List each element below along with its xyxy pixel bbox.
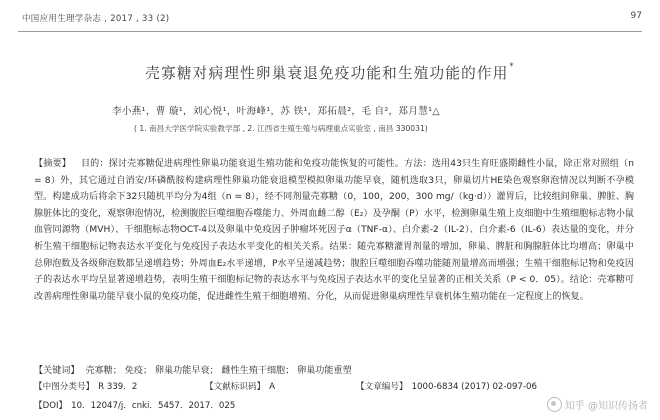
title-footnote-mark: * — [509, 62, 515, 71]
abstract-text: 目的：探讨壳寡糖促进病理性卵巢功能衰退生殖功能和免疫功能恢复的可能性。方法：选用43只生育旺盛期雌性小鼠，除正常对照组（n = 8）外，其它通过自消安/环磷酰胺构建病理性卵巢功能衰退模型模拟卵巢功能早衰，随机选取3只，卵巢切片HE染色观察卵泡情况以判断不孕模型。构建成功后将余下32只随机平均分为4组（n = 8），经不同剂量壳寡糖（0，100，200，300 mg/（kg·d））灌胃后，比较组间卵巢、脾脏、胸腺脏体比的变化，观察卵泡情况，检测腹腔巨噬细胞吞噬能力、外周血雌二醇（E₂）及孕酮（P）水平，检测卵巢生殖上皮细胞中生殖细胞标志物小鼠血管同源物（MVH）、干细胞标志物OCT-4以及卵巢中免疫因子肿瘤坏死因子α（TNF-α）、白介素-2（IL-2）、白介素-6（IL-6）表达量的变化，并分析生殖干细胞标记物表达水平变化与免疫因子表达水平变化的相关关系。结果：随壳寡糖灌胃剂量的增加，卵巢、脾脏和胸腺脏体比均增高；卵巢中总卵泡数及各级卵泡数都呈递增趋势；外周血E₂水平递增，P水平呈递减趋势；腹腔巨噬细胞吞噬功能随剂量增高而增强；生殖干细胞标记物和免疫因子的表达水平均呈显著递增趋势，表明生殖干细胞标记物的表达水平与免疫因子表达水平的变化呈显著的正相关关系（P < 0．05）。结论：壳寡糖可改善病理性卵巢功能早衰小鼠的免疫功能，促进雌性生殖干细胞增殖、分化，从而促进卵巢病理性早衰机体生殖功能在一定程度上的恢复。 — [34, 159, 634, 302]
watermark — [547, 397, 648, 412]
document-code — [205, 380, 275, 392]
paper-title — [0, 62, 660, 83]
abstract — [34, 156, 634, 305]
doi-label: 【DOI】 — [34, 401, 68, 411]
zhihu-logo-icon — [547, 397, 562, 412]
author-list: 李小燕¹，曹 璇¹，刘心悦¹，叶海峰¹，苏 铁¹，郑拓晨²，毛 自²，郑月慧¹△ — [112, 106, 440, 117]
page-number: 97 — [630, 11, 642, 21]
article-id — [356, 380, 537, 392]
clc-value: R 339．2 — [98, 382, 138, 392]
doc-label: 【文献标识码】 — [205, 382, 266, 392]
keywords — [34, 363, 352, 376]
keywords-label: 【关键词】 — [34, 366, 80, 376]
header-rule — [18, 31, 642, 32]
watermark-text: 知乎 @知识传扬者 — [564, 401, 648, 412]
affiliation: ( 1. 南昌大学医学院实验教学部 , 2. 江西省生殖生殖与病理重点实验室 , 南昌 330031) — [134, 124, 428, 133]
title-text: 壳寡糖对病理性卵巢衰退免疫功能和生殖功能的作用 — [145, 65, 509, 82]
abstract-label: 【摘要】 — [34, 159, 71, 169]
doi — [34, 399, 235, 411]
clc-label: 【中图分类号】 — [34, 382, 95, 392]
clc-number — [34, 380, 137, 392]
doi-value: 10．12047/j．cnki．5457．2017．025 — [71, 401, 236, 411]
id-label: 【文章编号】 — [356, 382, 408, 392]
id-value: 1000-6834 (2017) 02-097-06 — [411, 382, 537, 392]
keywords-text: 壳寡糖； 免疫； 卵巢功能早衰； 雌性生殖干细胞； 卵巢功能重塑 — [85, 366, 352, 376]
journal-header: 中国应用生理学杂志 , 2017 , 33 (2) — [22, 14, 170, 24]
doc-value: A — [269, 382, 276, 392]
